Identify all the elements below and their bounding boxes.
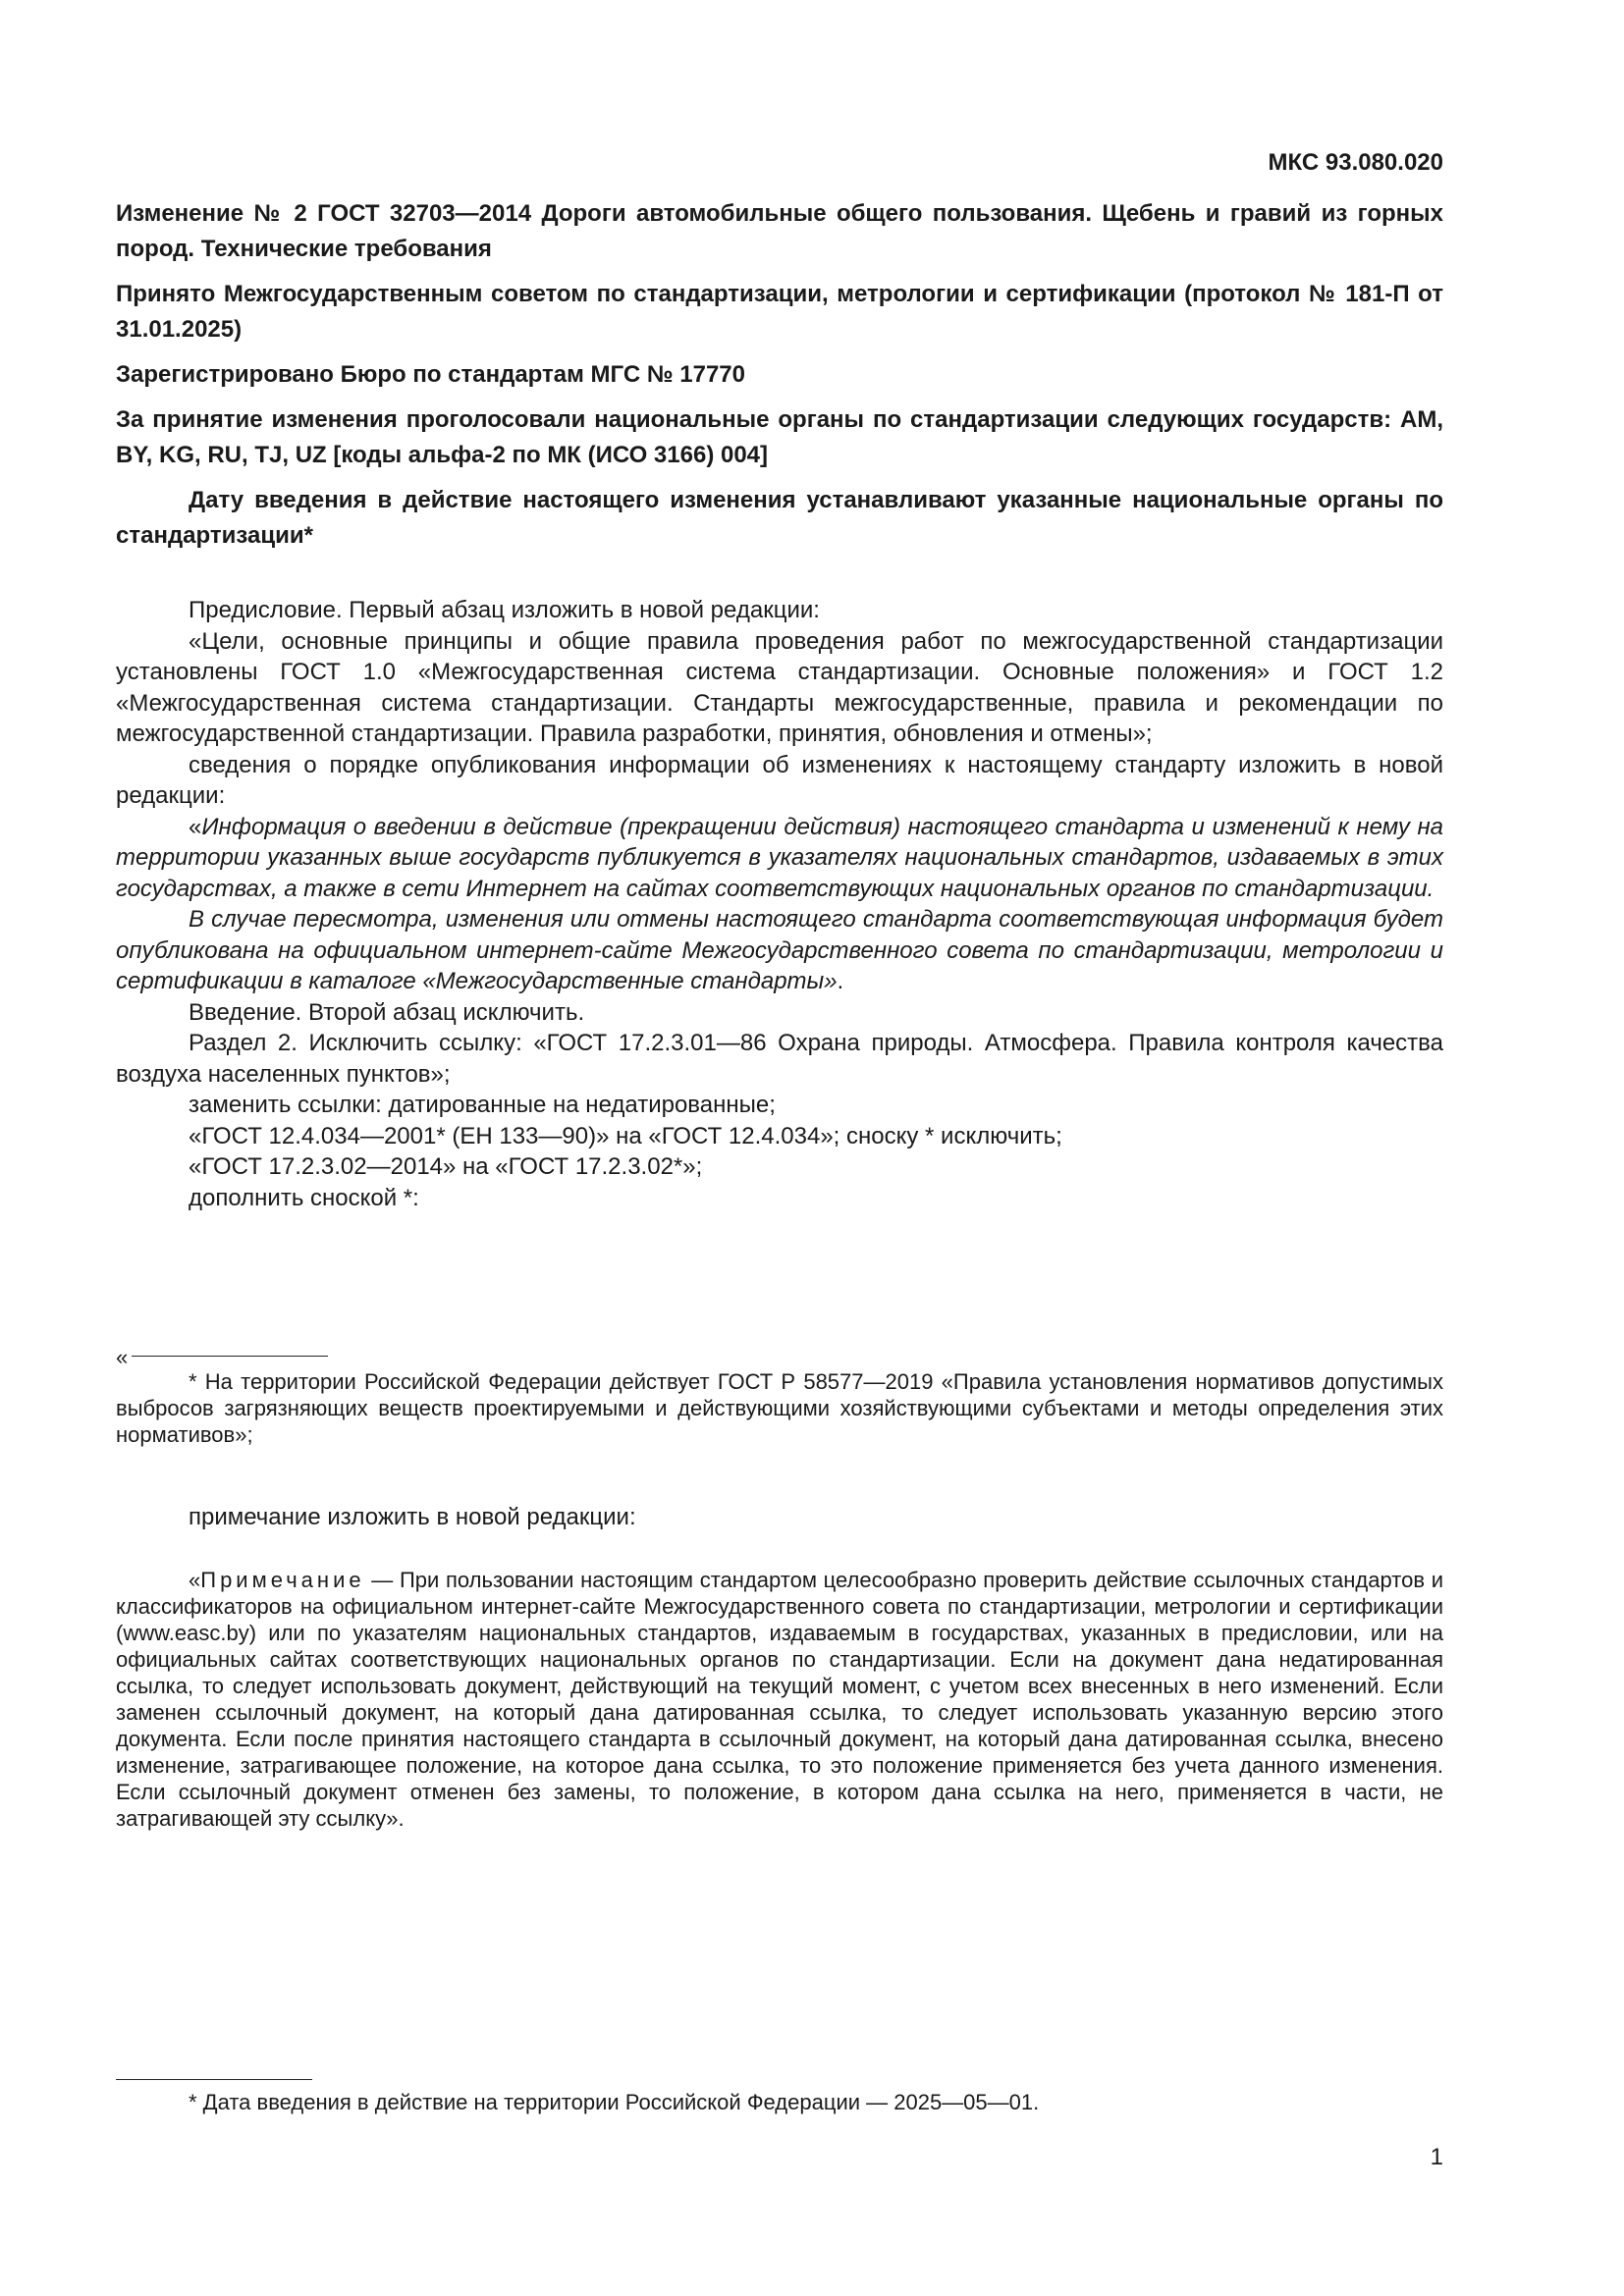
page-footnote bbox=[116, 2089, 1443, 2115]
period: . bbox=[837, 968, 844, 994]
inner-footnote bbox=[116, 1368, 1443, 1448]
note-paragraph bbox=[116, 1567, 1443, 1832]
quote-mark: « bbox=[189, 1568, 201, 1592]
note-block bbox=[116, 1567, 1443, 1832]
footnote-quote-mark: « bbox=[116, 1345, 129, 1369]
body-paragraph: «Цели, основные принципы и общие правила проведения работ по межгосударственной стандартизации установлены ГОСТ 1.0 «Межгосударственная система стандартизации. Основные положения» и ГОСТ 1.2 «Межгосударственная система стандартизации. Стандарты межгосударственные, правила и рекомендации по межгосударственной стандартизации. Правила разработки, принятия, обновления и отмены»; bbox=[116, 627, 1443, 747]
page-footnote-text: * Дата введения в действие на территории Российской Федерации — 2025—05—01. bbox=[189, 2090, 1040, 2114]
body-paragraph: «ГОСТ 12.4.034—2001* (ЕН 133—90)» на «ГОСТ 12.4.034»; сноску * исключить; bbox=[189, 1122, 1062, 1149]
amendment-title: Изменение № 2 ГОСТ 32703—2014 Дороги автомобильные общего пользования. Щебень и гравий из горных пород. Технические требования bbox=[116, 200, 1443, 262]
italic-text: В случае пересмотра, изменения или отмены настоящего стандарта соответствующая информация будет опубликована на официальном интернет-сайте Межгосударственного совета по стандартизации, метрологии и сертификации в каталоге «Межгосударственные стандарты» bbox=[116, 906, 1443, 994]
page-number: 1 bbox=[1430, 2144, 1443, 2170]
page-footnote-rule bbox=[116, 2079, 312, 2080]
effective-date-note: Дату введения в действие настоящего изменения устанавливают указанные национальные органы по стандартизации* bbox=[116, 487, 1443, 549]
body-paragraph: дополнить сноской *: bbox=[189, 1184, 419, 1211]
body-paragraph: Введение. Второй абзац исключить. bbox=[189, 998, 585, 1026]
note-intro: примечание изложить в новой редакции: bbox=[189, 1504, 636, 1530]
amendment-body bbox=[116, 595, 1443, 1213]
body-paragraph: Раздел 2. Исключить ссылку: «ГОСТ 17.2.3.01—86 Охрана природы. Атмосфера. Правила контроля качества воздуха населенных пунктов»; bbox=[116, 1030, 1443, 1088]
body-paragraph: заменить ссылки: датированные на недатированные; bbox=[189, 1092, 776, 1118]
inner-footnote-text: * На территории Российской Федерации действует ГОСТ Р 58577—2019 «Правила установления нормативов допустимых выбросов загрязняющих веществ проектируемыми и действующими хозяйствующими субъектами и методы определения этих нормативов»; bbox=[116, 1369, 1443, 1447]
registration-line: Зарегистрировано Бюро по стандартам МГС № 17770 bbox=[116, 361, 745, 388]
footnote-rule bbox=[132, 1356, 328, 1357]
italic-text: Информация о введении в действие (прекращении действия) настоящего стандарта и изменений к нему на территории указанных выше государств публикуется в указателях национальных стандартов, издаваемых в этих государствах, а также в сети Интернет на сайтах соответствующих национальных органов по стандартизации. bbox=[116, 813, 1443, 902]
body-paragraph-italic bbox=[116, 904, 1443, 997]
adopted-by: Принято Межгосударственным советом по стандартизации, метрологии и сертификации (протокол № 181-П от 31.01.2025) bbox=[116, 281, 1443, 343]
body-paragraph-italic bbox=[116, 812, 1443, 905]
note-label: Примечание bbox=[200, 1568, 365, 1592]
note-text: — При пользовании настоящим стандартом целесообразно проверить действие ссылочных стандартов и классификаторов на официальном интернет-сайте Межгосударственного совета по стандартизации, метрологии и сертификации (www.easc.by) или по указателям национальных стандартов, издаваемым в государствах, указанных в предисловии, или на официальных сайтах соответствующих национальных органов по стандартизации. Если на документ дана недатированная ссылка, то следует использовать документ, действующий на текущий момент, с учетом всех внесенных в него изменений. Если заменен ссылочный документ, на который дана датированная ссылка, то следует использовать указанную версию этого документа. Если после принятия настоящего стандарта в ссылочный документ, на который дана датированная ссылка, внесено изменение, затрагивающее положение, на которое дана ссылка, то это положение применяется без учета данного изменения. Если ссылочный документ отменен без замены, то положение, в котором дана ссылка на него, применяется в части, не затрагивающей эту ссылку». bbox=[116, 1568, 1443, 1831]
quote-mark: « bbox=[189, 813, 202, 840]
voting-states: За принятие изменения проголосовали национальные органы по стандартизации следующих государств: AM, BY, KG, RU, TJ, UZ [коды альфа-2 по МК (ИСО 3166) 004] bbox=[116, 406, 1443, 468]
body-paragraph: «ГОСТ 17.2.3.02—2014» на «ГОСТ 17.2.3.02*»; bbox=[189, 1153, 703, 1180]
body-paragraph: сведения о порядке опубликования информации об изменениях к настоящему стандарту изложить в новой редакции: bbox=[116, 751, 1443, 809]
mks-code: МКС 93.080.020 bbox=[1268, 149, 1443, 176]
body-paragraph: Предисловие. Первый абзац изложить в новой редакции: bbox=[189, 597, 820, 623]
